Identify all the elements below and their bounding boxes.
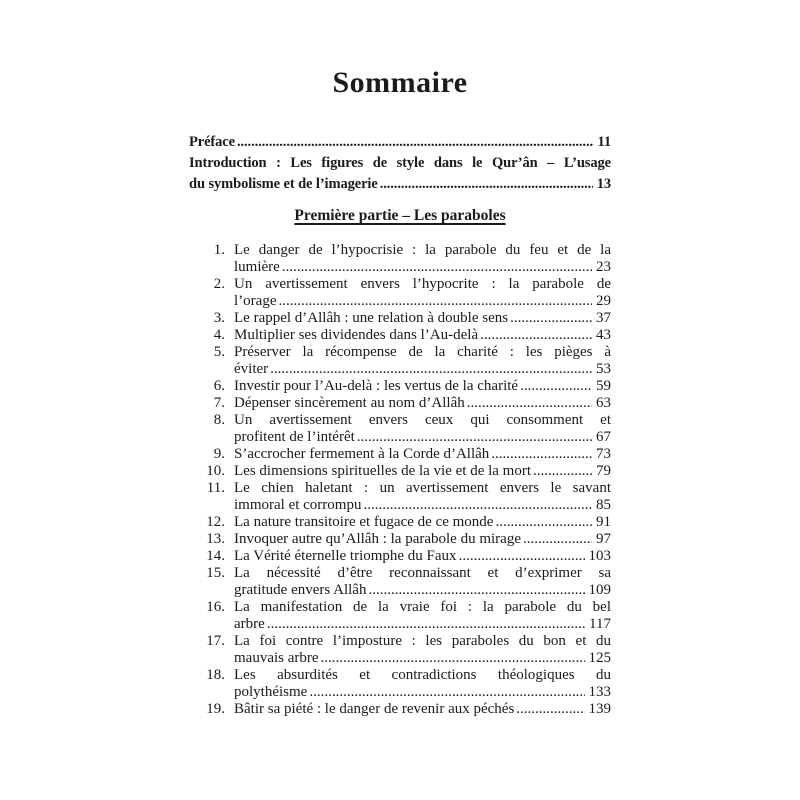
entry-number: 14. — [206, 548, 225, 564]
toc-line — [234, 616, 611, 633]
entry-number: 8. — [213, 412, 225, 428]
toc-entry — [189, 378, 611, 395]
page-number: 109 — [588, 582, 611, 598]
toc-line — [234, 684, 611, 701]
dot-leader — [533, 463, 592, 480]
toc-line — [234, 361, 611, 378]
toc-line — [234, 531, 611, 548]
toc-entry — [189, 480, 611, 514]
toc-line-text: La nature transitoire et fugace de ce monde — [234, 514, 494, 530]
toc-line-text: Préface — [189, 134, 235, 150]
toc-entry — [189, 310, 611, 327]
toc-line-text: Les dimensions spirituelles de la vie et de la mort — [234, 463, 532, 479]
entry-number: 17. — [206, 633, 225, 649]
toc-line-text: Introduction : Les figures de style dans le Qur’ân – L’usage — [189, 155, 611, 171]
toc-line — [234, 514, 611, 531]
dot-leader — [491, 446, 592, 463]
page-number: 67 — [596, 429, 611, 445]
toc-line — [234, 242, 611, 259]
toc-line — [234, 378, 611, 395]
toc-entry — [189, 514, 611, 531]
toc-line-text: Dépenser sincèrement au nom d’Allâh — [234, 395, 465, 411]
toc-line — [234, 327, 611, 344]
entry-lines — [234, 310, 611, 327]
toc-line-text: Le rappel d’Allâh : une relation à double sens — [234, 310, 509, 326]
dot-leader — [480, 327, 592, 344]
entry-lines — [234, 395, 611, 412]
entry-number: 5. — [213, 344, 225, 360]
dot-leader — [363, 497, 592, 514]
toc-line-text: profitent de l’intérêt — [234, 429, 355, 445]
toc-line — [234, 276, 611, 293]
page-number: 63 — [596, 395, 611, 411]
page-number: 103 — [588, 548, 611, 564]
toc-line-text: arbre — [234, 616, 265, 632]
dot-leader — [495, 514, 592, 531]
entry-lines — [234, 548, 611, 565]
toc-entry — [189, 548, 611, 565]
dot-leader — [459, 548, 585, 565]
toc-line — [189, 174, 611, 195]
toc-line — [234, 463, 611, 480]
toc-line — [234, 633, 611, 650]
toc-entry — [189, 531, 611, 548]
toc-line — [234, 480, 611, 497]
toc-line-text: Bâtir sa piété : le danger de revenir aux péchés — [234, 701, 515, 717]
toc-entry — [189, 276, 611, 310]
toc-entry — [189, 633, 611, 667]
page-number: 23 — [596, 259, 611, 275]
page-number: 29 — [596, 293, 611, 309]
page-number: 13 — [596, 176, 611, 192]
page-number: 125 — [588, 650, 611, 666]
toc-entry — [189, 412, 611, 446]
entry-lines — [234, 276, 611, 310]
toc-line — [234, 701, 611, 718]
entry-lines — [234, 378, 611, 395]
toc-line — [234, 582, 611, 599]
toc-line — [234, 310, 611, 327]
toc-line-text: Investir pour l’Au-delà : les vertus de la charité — [234, 378, 519, 394]
dot-leader — [278, 293, 592, 310]
toc-line — [234, 599, 611, 616]
entry-number: 18. — [206, 667, 225, 683]
page-number: 97 — [596, 531, 611, 547]
toc-line — [234, 259, 611, 276]
toc-line-text: Le chien haletant : un avertissement envers le savant — [234, 480, 611, 496]
toc-entries-list — [189, 242, 611, 718]
page-number: 37 — [596, 310, 611, 326]
entry-number: 13. — [206, 531, 225, 547]
toc-line — [234, 412, 611, 429]
dot-leader — [520, 378, 592, 395]
toc-entry — [189, 701, 611, 718]
page-number: 11 — [597, 134, 611, 150]
toc-entry — [189, 395, 611, 412]
entry-lines — [234, 242, 611, 276]
entry-number: 9. — [213, 446, 225, 462]
toc-line-text: La Vérité éternelle triomphe du Faux — [234, 548, 457, 564]
toc-line-text: Multiplier ses dividendes dans l’Au-delà — [234, 327, 479, 343]
toc-line-text: Invoquer autre qu’Allâh : la parabole du mirage — [234, 531, 521, 547]
toc-line-text: polythéisme — [234, 684, 308, 700]
toc-entry — [189, 242, 611, 276]
toc-entry — [189, 446, 611, 463]
toc-line — [234, 548, 611, 565]
toc-line-text: du symbolisme et de l’imagerie — [189, 176, 378, 192]
toc-entry — [189, 667, 611, 701]
entry-lines — [234, 701, 611, 718]
toc-line-text: mauvais arbre — [234, 650, 319, 666]
dot-leader — [516, 701, 584, 718]
toc-line — [234, 293, 611, 310]
entry-number: 6. — [213, 378, 225, 394]
toc-line — [234, 395, 611, 412]
entry-lines — [234, 412, 611, 446]
toc-line — [234, 497, 611, 514]
page-number: 79 — [596, 463, 611, 479]
page-title: Sommaire — [332, 66, 468, 99]
entry-lines — [234, 463, 611, 480]
entry-number: 1. — [213, 242, 225, 258]
entry-lines — [234, 514, 611, 531]
page-number: 73 — [596, 446, 611, 462]
toc-line-text: Un avertissement envers l’hypocrite : la parabole de — [234, 276, 611, 292]
toc-line-text: La foi contre l’imposture : les paraboles du bon et du — [234, 633, 611, 649]
toc-line — [234, 650, 611, 667]
page-number: 53 — [596, 361, 611, 377]
toc-entry — [189, 565, 611, 599]
dot-leader — [309, 684, 584, 701]
toc-line-text: Un avertissement envers ceux qui consomment et — [234, 412, 611, 428]
entry-number: 10. — [206, 463, 225, 479]
dot-leader — [523, 531, 592, 548]
toc-line-text: l’orage — [234, 293, 277, 309]
toc-line — [234, 565, 611, 582]
dot-leader — [267, 616, 585, 633]
page-number: 85 — [596, 497, 611, 513]
entry-number: 7. — [213, 395, 225, 411]
dot-leader — [368, 582, 584, 599]
toc-line — [234, 667, 611, 684]
entry-number: 15. — [206, 565, 225, 581]
dot-leader — [510, 310, 592, 327]
toc-entry — [189, 327, 611, 344]
dot-leader — [237, 132, 594, 153]
toc-line-text: gratitude envers Allâh — [234, 582, 367, 598]
dot-leader — [467, 395, 592, 412]
page-number: 59 — [596, 378, 611, 394]
entry-lines — [234, 327, 611, 344]
entry-lines — [234, 446, 611, 463]
toc-entry — [189, 463, 611, 480]
entry-lines — [234, 531, 611, 548]
entry-number: 12. — [206, 514, 225, 530]
dot-leader — [357, 429, 592, 446]
entry-number: 3. — [213, 310, 225, 326]
section-heading: Première partie – Les paraboles — [294, 207, 506, 224]
page-number: 139 — [588, 701, 611, 717]
toc-entry — [189, 344, 611, 378]
toc-entry — [189, 599, 611, 633]
toc-line-text: La manifestation de la vraie foi : la parabole du bel — [234, 599, 611, 615]
toc-line-text: lumière — [234, 259, 280, 275]
entry-lines — [234, 667, 611, 701]
page-number: 133 — [588, 684, 611, 700]
page-number: 117 — [589, 616, 611, 632]
toc-line-text: éviter — [234, 361, 269, 377]
front-matter-entry — [189, 132, 611, 153]
dot-leader — [380, 174, 593, 195]
entry-lines — [234, 633, 611, 667]
entry-lines — [234, 344, 611, 378]
entry-number: 2. — [213, 276, 225, 292]
dot-leader — [321, 650, 585, 667]
entry-lines — [234, 480, 611, 514]
toc-line — [234, 344, 611, 361]
toc-line-text: immoral et corrompu — [234, 497, 362, 513]
dot-leader — [282, 259, 592, 276]
entry-lines — [234, 599, 611, 633]
toc-line-text: Les absurdités et contradictions théologiques du — [234, 667, 611, 683]
entry-number: 4. — [213, 327, 225, 343]
toc-line — [234, 446, 611, 463]
toc-line-text: Préserver la récompense de la charité : les pièges à — [234, 344, 611, 360]
toc-line — [189, 132, 611, 153]
toc-line — [189, 153, 611, 174]
toc-line-text: La nécessité d’être reconnaissant et d’exprimer sa — [234, 565, 611, 581]
entry-number: 19. — [206, 701, 225, 717]
entry-number: 16. — [206, 599, 225, 615]
dot-leader — [270, 361, 592, 378]
page-number: 43 — [596, 327, 611, 343]
toc-line-text: Le danger de l’hypocrisie : la parabole du feu et de la — [234, 242, 611, 258]
table-of-contents — [189, 132, 611, 718]
page-number: 91 — [596, 514, 611, 530]
toc-line — [234, 429, 611, 446]
front-matter-list — [189, 132, 611, 195]
front-matter-entry — [189, 153, 611, 195]
toc-line-text: S’accrocher fermement à la Corde d’Allâh — [234, 446, 490, 462]
entry-number: 11. — [206, 480, 225, 496]
entry-lines — [234, 565, 611, 599]
